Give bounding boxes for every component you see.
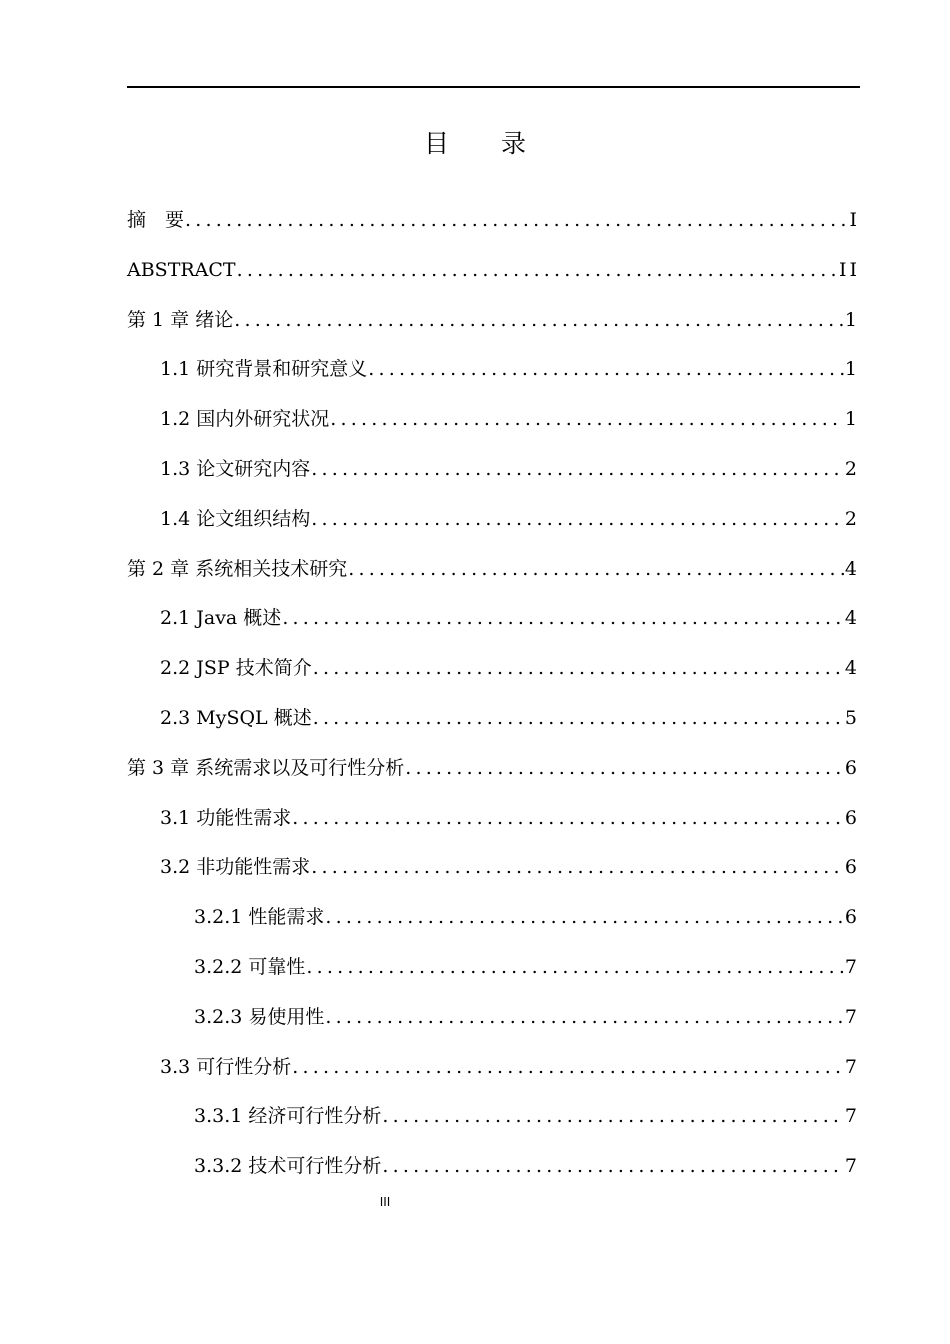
toc-entry-label: 3.2.1 性能需求	[194, 906, 325, 929]
toc-dot-leader	[311, 504, 844, 534]
toc-dot-leader	[311, 454, 844, 484]
toc-entry[interactable]	[127, 753, 860, 803]
table-of-contents	[127, 205, 860, 1201]
toc-entry[interactable]	[127, 404, 860, 454]
toc-entry-page: 1	[844, 358, 860, 381]
toc-dot-leader	[292, 803, 844, 833]
toc-entry-label: 3.2.2 可靠性	[194, 955, 306, 978]
toc-entry-page: 6	[844, 906, 860, 929]
toc-entry-page: 7	[844, 1005, 860, 1028]
toc-entry[interactable]	[127, 952, 860, 1002]
toc-entry[interactable]	[127, 1052, 860, 1102]
toc-entry-page: 1	[844, 408, 860, 431]
toc-entry-label: 1.3 论文研究内容	[160, 457, 311, 480]
toc-entry-label: 3.1 功能性需求	[160, 806, 292, 829]
toc-dot-leader	[313, 653, 844, 683]
toc-dot-leader	[311, 852, 844, 882]
toc-dot-leader	[382, 1101, 844, 1131]
toc-entry[interactable]	[127, 653, 860, 703]
toc-entry-label: 第 2 章 系统相关技术研究	[127, 557, 348, 580]
toc-entry[interactable]	[127, 803, 860, 853]
toc-entry-label: 第 1 章 绪论	[127, 308, 234, 331]
header-rule	[127, 86, 860, 88]
toc-entry-label: 摘 要	[127, 209, 185, 231]
toc-entry-page: 4	[844, 607, 860, 630]
toc-entry-label: 1.1 研究背景和研究意义	[160, 358, 368, 381]
toc-entry-label: 3.2 非功能性需求	[160, 856, 311, 879]
toc-entry[interactable]	[127, 354, 860, 404]
toc-entry[interactable]	[127, 703, 860, 753]
toc-dot-leader	[282, 603, 844, 633]
toc-entry-label: 2.1 Java 概述	[160, 607, 282, 630]
toc-entry[interactable]	[127, 1101, 860, 1151]
toc-entry-page: 4	[844, 557, 860, 580]
toc-entry-page: 7	[844, 1155, 860, 1178]
toc-dot-leader	[382, 1151, 844, 1181]
toc-entry[interactable]	[127, 852, 860, 902]
toc-entry[interactable]	[127, 902, 860, 952]
toc-entry-label: ABSTRACT	[127, 258, 236, 281]
page-number: III	[379, 1195, 391, 1209]
toc-entry[interactable]	[127, 205, 860, 255]
toc-dot-leader	[325, 902, 844, 932]
toc-entry-label: 1.4 论文组织结构	[160, 507, 311, 530]
toc-entry-page: 2	[844, 507, 860, 530]
toc-entry-page: 7	[844, 955, 860, 978]
toc-entry-label: 3.3.2 技术可行性分析	[194, 1155, 382, 1178]
toc-entry[interactable]	[127, 454, 860, 504]
toc-entry[interactable]	[127, 1002, 860, 1052]
toc-dot-leader	[292, 1052, 844, 1082]
toc-dot-leader	[405, 753, 844, 783]
toc-entry[interactable]	[127, 1151, 860, 1201]
toc-entry[interactable]	[127, 603, 860, 653]
toc-entry-page: 6	[844, 806, 860, 829]
toc-entry[interactable]	[127, 504, 860, 554]
toc-entry-label: 2.3 MySQL 概述	[160, 706, 312, 729]
toc-entry[interactable]	[127, 305, 860, 355]
toc-entry-label: 1.2 国内外研究状况	[160, 408, 330, 431]
toc-entry-page: 2	[844, 457, 860, 480]
toc-entry-page: 7	[844, 1105, 860, 1128]
toc-entry-page: 4	[844, 657, 860, 680]
toc-entry[interactable]	[127, 554, 860, 604]
toc-entry[interactable]	[127, 255, 860, 305]
toc-dot-leader	[325, 1002, 844, 1032]
toc-entry-label: 3.2.3 易使用性	[194, 1005, 325, 1028]
toc-entry-label: 第 3 章 系统需求以及可行性分析	[127, 756, 405, 779]
toc-dot-leader	[234, 305, 844, 335]
toc-title: 目 录	[424, 129, 548, 158]
toc-entry-label: 2.2 JSP 技术简介	[160, 657, 312, 680]
toc-entry-page: 6	[844, 856, 860, 879]
toc-entry-page: 7	[844, 1055, 860, 1078]
toc-entry-page: 5	[844, 706, 860, 729]
toc-entry-label: 3.3.1 经济可行性分析	[194, 1105, 382, 1128]
toc-dot-leader	[348, 554, 844, 584]
toc-dot-leader	[237, 255, 838, 285]
toc-dot-leader	[330, 404, 844, 434]
toc-entry-page: I	[849, 209, 860, 231]
toc-dot-leader	[185, 205, 848, 235]
toc-dot-leader	[368, 354, 844, 384]
toc-entry-label: 3.3 可行性分析	[160, 1055, 292, 1078]
toc-entry-page: 6	[844, 756, 860, 779]
toc-entry-page: 1	[844, 308, 860, 331]
toc-dot-leader	[313, 703, 844, 733]
toc-entry-page: II	[838, 258, 860, 281]
toc-dot-leader	[306, 952, 844, 982]
